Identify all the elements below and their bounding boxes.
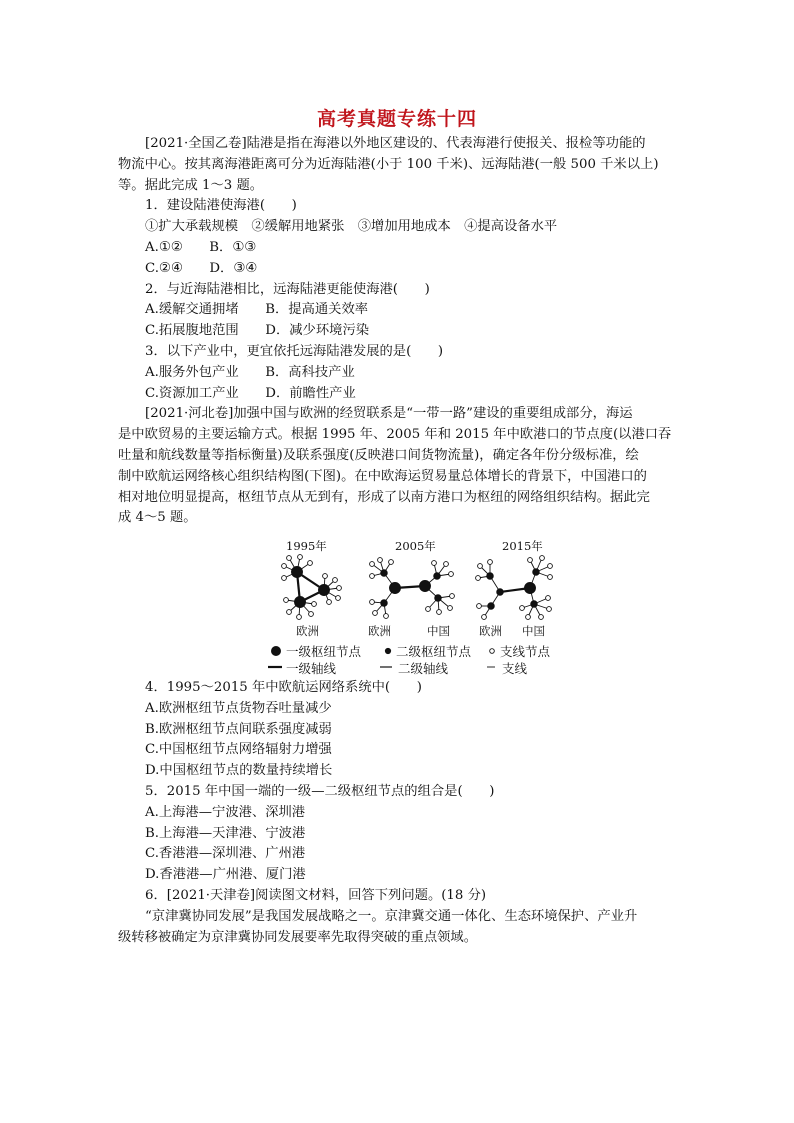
intro-2-line-5: 相对地位明显提高，枢纽节点从无到有，形成了以南方港口为枢纽的网络组织结构。据此完 — [118, 489, 650, 505]
question-block-1 — [118, 134, 678, 529]
region-label-europe-2015: 欧洲 — [479, 624, 502, 638]
q4-option-c: C.中国枢纽节点网络辐射力增强 — [145, 742, 332, 758]
shipping-network-figure — [262, 536, 562, 676]
intro-1-line-2: 物流中心。按其离海港距离可分为近海陆港(小于 100 千米)、远海陆港(一般 500 千米以上) — [118, 156, 659, 172]
legend-branch-node: 支线节点 — [500, 644, 551, 659]
q5-option-c: C.香港港—深圳港、广州港 — [145, 846, 306, 862]
q3-stem: 3．以下产业中，更宜依托远海陆港发展的是( ) — [145, 343, 444, 359]
q5-option-a: A.上海港—宁波港、深圳港 — [145, 804, 306, 820]
legend-primary-axis: 一级轴线 — [286, 661, 337, 676]
year-label-2015: 2015年 — [502, 539, 543, 553]
intro-1-line-1: [2021·全国乙卷]陆港是指在海港以外地区建设的、代表海港行使报关、报检等功能的 — [145, 136, 646, 151]
intro-2-line-1: [2021·河北卷]加强中国与欧洲的经贸联系是“一带一路”建设的重要组成部分，海运 — [145, 406, 633, 422]
q2-options-cd: C.拓展腹地范围 D．减少环境污染 — [145, 323, 370, 339]
region-label-china-2005: 中国 — [427, 624, 450, 638]
secondary-hub-node — [435, 595, 442, 602]
legend-secondary-hub: 二级枢纽节点 — [396, 644, 472, 659]
page-title: 高考真题专练十四 — [316, 108, 477, 130]
q4-stem: 4．1995～2015 年中欧航运网络系统中( ) — [145, 680, 422, 695]
primary-hub-node — [295, 597, 306, 608]
secondary-hub-node — [487, 573, 494, 580]
year-label-2005: 2005年 — [395, 539, 436, 553]
intro-2-line-3: 吐量和航线数量等指标衡量)及联系强度(反映港口间货物流量)，确定各年份分级标准，绘 — [118, 447, 639, 463]
intro-2-line-2: 是中欧贸易的主要运输方式。根据 1995 年、2005 年和 2015 年中欧港口的节点度(以港口吞 — [118, 427, 672, 443]
legend-primary-hub: 一级枢纽节点 — [286, 644, 362, 659]
legend-branch-line: 支线 — [502, 661, 528, 676]
q1-stem: 1．建设陆港使海港( ) — [145, 198, 297, 214]
primary-hub-node — [319, 585, 330, 596]
q3-options-ab: A.服务外包产业 B．高科技产业 — [145, 364, 355, 380]
q6-para-line-2: 级转移被确定为京津冀协同发展要率先取得突破的重点领域。 — [118, 929, 478, 945]
q3-options-cd: C.资源加工产业 D．前瞻性产业 — [145, 385, 356, 401]
q5-stem: 5．2015 年中国一端的一级—二级枢纽节点的组合是( ) — [145, 783, 495, 799]
primary-hub-node — [525, 583, 536, 594]
secondary-hub-node — [533, 569, 540, 576]
intro-2-line-4: 制中欧航运网络核心组织结构图(下图)。在中欧海运贸易量总体增长的背景下，中国港口的 — [118, 468, 647, 484]
q4-option-b: B.欧洲枢纽节点间联系强度减弱 — [145, 721, 332, 737]
q4-option-d: D.中国枢纽节点的数量持续增长 — [145, 763, 333, 779]
primary-hub-node — [292, 567, 303, 578]
q6-stem: 6．[2021·天津卷]阅读图文材料，回答下列问题。(18 分) — [145, 887, 487, 903]
region-label-europe-2005: 欧洲 — [368, 624, 391, 638]
year-label-1995: 1995年 — [286, 539, 327, 553]
region-label-europe-1995: 欧洲 — [296, 624, 319, 638]
network-2005 — [370, 558, 455, 619]
secondary-hub-node — [381, 600, 388, 607]
q4-option-a: A.欧洲枢纽节点货物吞吐量减少 — [145, 700, 332, 716]
legend-secondary-axis: 二级轴线 — [398, 661, 449, 676]
secondary-hub-node — [381, 570, 388, 577]
secondary-hub-node — [497, 589, 504, 596]
q1-options-cd: C.②④ D．③④ — [145, 260, 258, 276]
q5-option-b: B.上海港—天津港、宁波港 — [145, 825, 306, 841]
q2-stem: 2．与近海陆港相比，远海陆港更能使海港( ) — [145, 281, 430, 297]
secondary-hub-node — [488, 603, 495, 610]
q2-options-ab: A.缓解交通拥堵 B．提高通关效率 — [145, 302, 369, 318]
network-2015 — [476, 556, 553, 620]
secondary-hub-node — [434, 573, 441, 580]
intro-1-line-3: 等。据此完成 1～3 题。 — [118, 177, 264, 193]
primary-hub-node — [390, 583, 401, 594]
q6-para-line-1: “京津冀协同发展”是我国发展战略之一。京津冀交通一体化、生态环境保护、产业升 — [145, 908, 638, 924]
q1-options-ab: A.①② B．①③ — [145, 239, 257, 255]
q5-option-d: D.香港港—广州港、厦门港 — [145, 867, 306, 883]
secondary-hub-node — [531, 601, 538, 608]
question-block-2 — [118, 678, 693, 948]
region-label-china-2015: 中国 — [522, 624, 545, 638]
primary-hub-node — [420, 581, 431, 592]
q1-items: ①扩大承载规模 ②缓解用地紧张 ③增加用地成本 ④提高设备水平 — [145, 219, 558, 235]
network-1995 — [282, 555, 342, 620]
intro-2-line-6: 成 4～5 题。 — [118, 510, 197, 526]
